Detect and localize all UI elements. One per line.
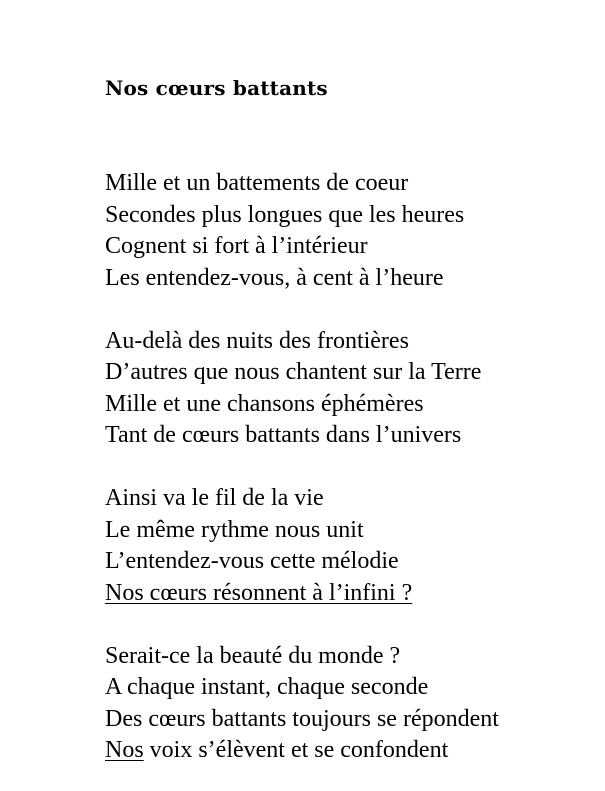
stanza-4 [105,641,595,767]
stanza-1 [105,168,595,294]
underlined-line: Nos cœurs résonnent à l’infini ? [105,579,413,606]
poem-line: Le même rythme nous unit [105,516,364,543]
poem-line: Cognent si fort à l’intérieur [105,233,368,259]
stanza-2 [105,326,595,452]
poem-line: Mille et une chansons éphémères [105,390,424,417]
underlined-word: Nos [105,737,144,763]
poem-line: Mille et un battements de coeur [105,170,409,196]
poem-line: Ainsi va le fil de la vie [105,485,324,511]
poem-line: Des cœurs battants toujours se répondent [105,705,499,732]
stanza-3 [105,483,595,609]
poem-line: L’entendez-vous cette mélodie [105,548,399,574]
line-remainder: voix s’élèvent et se confondent [143,737,449,763]
poem-line: D’autres que nous chantent sur la Terre [105,359,482,385]
poem-body [105,168,595,767]
poem-line: Secondes plus longues que les heures [105,201,465,228]
poem-line [105,735,595,767]
poem-line [105,578,595,610]
poem-title: Nos cœurs battants [105,76,328,100]
poem-line: A chaque instant, chaque seconde [105,674,429,700]
poem-line: Les entendez-vous, à cent à l’heure [105,264,444,291]
poem-line: Serait-ce la beauté du monde ? [105,642,401,669]
poem-line: Tant de cœurs battants dans l’univers [105,422,462,448]
poem-line: Au-delà des nuits des frontières [105,327,409,354]
